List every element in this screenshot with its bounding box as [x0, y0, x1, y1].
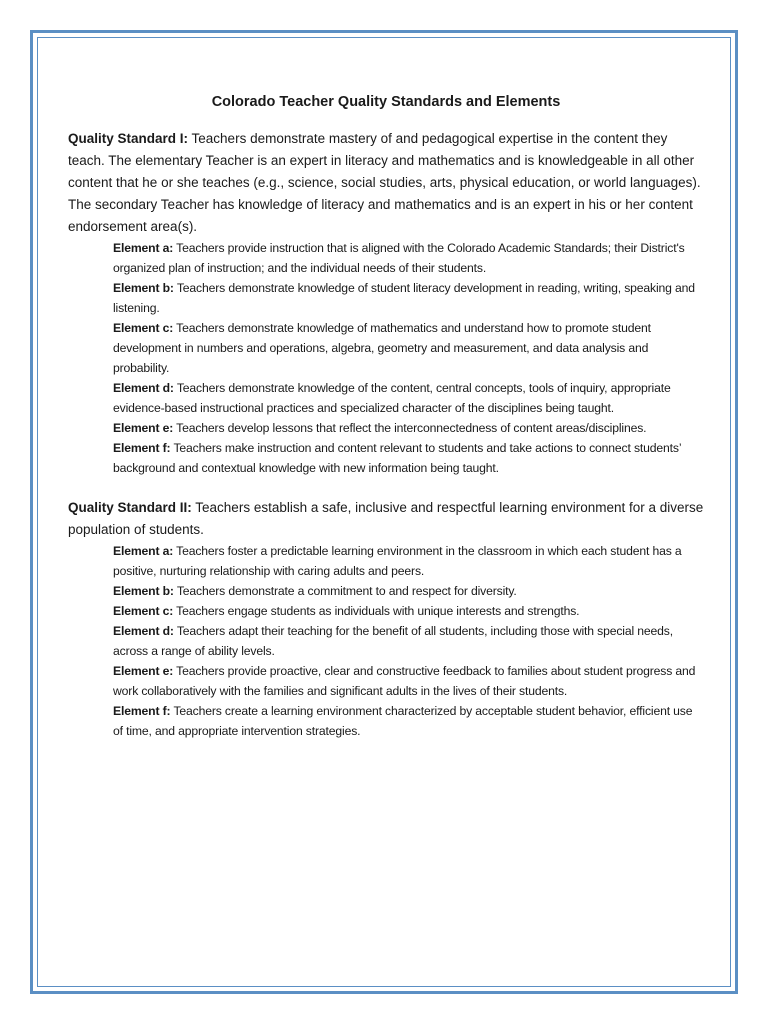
standard-text: Teachers establish a safe, inclusive and respectful learning environment for a diverse population of students.	[68, 500, 704, 537]
element-item	[113, 418, 704, 438]
element-text: Teachers provide instruction that is aligned with the Colorado Academic Standards; their District's organized plan of instruction; and the individual needs of their students.	[113, 241, 685, 275]
element-item	[113, 378, 704, 418]
standard-statement	[68, 497, 704, 541]
element-item	[113, 661, 704, 701]
section-spacer	[68, 478, 704, 497]
element-item	[113, 438, 704, 478]
element-label: Element c:	[113, 604, 174, 618]
element-item	[113, 621, 704, 661]
element-list	[68, 541, 704, 741]
element-text: Teachers provide proactive, clear and constructive feedback to families about student progress and work collaboratively with the families and significant adults in the lives of their students.	[113, 664, 696, 698]
element-label: Element b:	[113, 584, 174, 598]
element-label: Element b:	[113, 281, 174, 295]
element-label: Element a:	[113, 241, 174, 255]
element-item	[113, 278, 704, 318]
element-item	[113, 238, 704, 278]
standard-label: Quality Standard I:	[68, 131, 189, 146]
element-label: Element a:	[113, 544, 174, 558]
element-text: Teachers create a learning environment characterized by acceptable student behavior, efficient use of time, and appropriate intervention strategies.	[113, 704, 693, 738]
document-body	[68, 92, 704, 741]
document-title: Colorado Teacher Quality Standards and Elements	[211, 94, 561, 110]
element-item	[113, 701, 704, 741]
standard-statement	[68, 128, 704, 238]
element-text: Teachers adapt their teaching for the benefit of all students, including those with special needs, across a range of ability levels.	[113, 624, 673, 658]
element-item	[113, 601, 704, 621]
element-label: Element d:	[113, 624, 174, 638]
element-text: Teachers develop lessons that reflect the interconnectedness of content areas/disciplines.	[173, 421, 647, 435]
standard-text: Teachers demonstrate mastery of and pedagogical expertise in the content they teach. The elementary Teacher is an expert in literacy and mathematics and is knowledgeable in all other content that he or she teaches (e.g., science, social studies, arts, physical education, or world languages). The secondary Teacher has knowledge of literacy and mathematics and is an expert in his or her content endorsement area(s).	[68, 131, 701, 234]
element-list	[68, 238, 704, 478]
element-text: Teachers demonstrate knowledge of the content, central concepts, tools of inquiry, appropriate evidence-based instructional practices and specialized character of the disciplines being taught.	[113, 381, 671, 415]
quality-standard-2	[68, 497, 704, 741]
element-item	[113, 581, 704, 601]
element-label: Element f:	[113, 704, 171, 718]
element-text: Teachers demonstrate a commitment to and respect for diversity.	[173, 584, 517, 598]
element-label: Element e:	[113, 421, 174, 435]
element-label: Element f:	[113, 441, 171, 455]
element-text: Teachers foster a predictable learning environment in the classroom in which each student has a positive, nurturing relationship with caring adults and peers.	[113, 544, 682, 578]
element-text: Teachers demonstrate knowledge of mathematics and understand how to promote student development in numbers and operations, algebra, geometry and measurement, and data analysis and probability.	[113, 321, 651, 375]
element-text: Teachers make instruction and content relevant to students and take actions to connect students’ background and contextual knowledge with new information being taught.	[113, 441, 681, 475]
element-label: Element e:	[113, 664, 174, 678]
element-text: Teachers demonstrate knowledge of student literacy development in reading, writing, speaking and listening.	[113, 281, 695, 315]
quality-standard-1	[68, 128, 704, 478]
element-label: Element c:	[113, 321, 174, 335]
element-item	[113, 541, 704, 581]
element-label: Element d:	[113, 381, 174, 395]
element-text: Teachers engage students as individuals with unique interests and strengths.	[173, 604, 580, 618]
element-item	[113, 318, 704, 378]
standard-label: Quality Standard II:	[68, 500, 192, 515]
